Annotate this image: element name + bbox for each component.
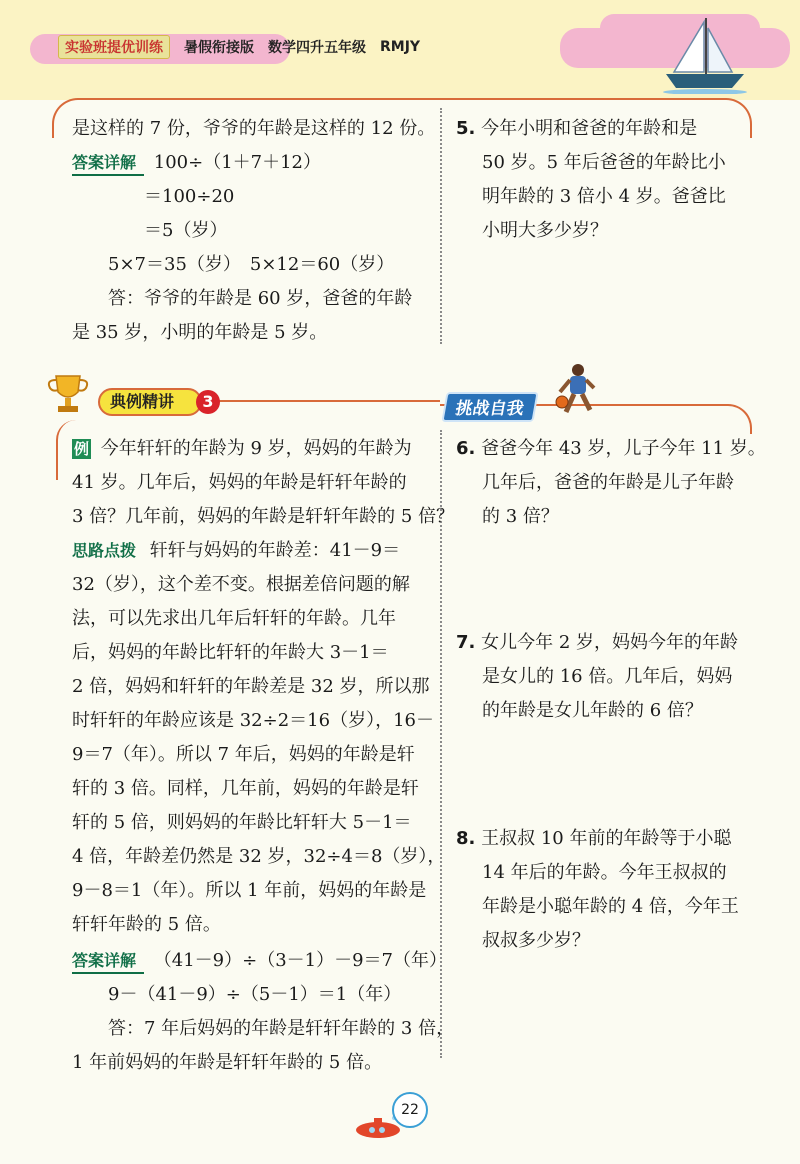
question-text: 年龄是小聪年龄的 4 倍，今年王: [482, 896, 739, 917]
edition-label: 暑假衔接版: [184, 40, 254, 56]
question-number: 5.: [456, 118, 476, 139]
example-section-title: 典例精讲: [98, 388, 202, 416]
think-text: 轩轩年龄的 5 倍。: [72, 914, 221, 935]
series-brand: 实验班提优训练: [58, 35, 170, 59]
question-text: 几年后，爸爸的年龄是儿子年龄: [482, 472, 734, 493]
answer-detail-1: [72, 146, 321, 180]
sailboat-illustration: [660, 14, 750, 94]
page-number: 22: [392, 1092, 428, 1128]
think-text: 9＝7（年）。所以 7 年后，妈妈的年龄是轩: [72, 744, 415, 765]
calc-line: 9－（41－9）÷（5－1）＝1（年）: [108, 984, 402, 1005]
calc-line: （41－9）÷（3－1）－9＝7（年）: [153, 950, 447, 971]
question-text: 女儿今年 2 岁，妈妈今年的年龄: [481, 632, 739, 653]
answer-label: 答案详解: [72, 950, 144, 974]
question-text: 明年龄的 3 倍小 4 岁。爸爸比: [482, 186, 726, 207]
question-text: 的 3 倍？: [482, 506, 559, 527]
example-text: 41 岁。几年后，妈妈的年龄是轩轩年龄的: [72, 472, 407, 493]
think-text: 时轩轩的年龄应该是 32÷2＝16（岁），16－: [72, 710, 434, 731]
question-text: 今年小明和爸爸的年龄和是: [481, 118, 698, 139]
answer-sentence: 答：7 年后妈妈的年龄是轩轩年龄的 3 倍，: [108, 1018, 455, 1039]
challenge-title: 挑战自我: [441, 392, 538, 422]
question-text: 的年龄是女儿年龄的 6 倍？: [482, 700, 703, 721]
question-number: 8.: [456, 828, 476, 849]
question-text: 叔叔多少岁？: [482, 930, 590, 951]
question-text: 小明大多少岁？: [482, 220, 608, 241]
think-text: 32（岁），这个差不变。根据差倍问题的解: [72, 574, 410, 595]
question-text: 14 年后的年龄。今年王叔叔的: [482, 862, 727, 883]
think-line: [72, 534, 400, 568]
question-text: 是女儿的 16 倍。几年后，妈妈: [482, 666, 733, 687]
think-text: 后，妈妈的年龄比轩轩的年龄大 3－1＝: [72, 642, 389, 663]
trophy-icon: [44, 372, 92, 416]
basketball-player-illustration: [552, 362, 600, 424]
example-mark: 例: [74, 440, 90, 458]
example-section-number: 3: [196, 390, 220, 414]
question-text: 爸爸今年 43 岁，儿子今年 11 岁。: [481, 438, 766, 459]
think-text: 轩的 3 倍。同样，几年前，妈妈的年龄是轩: [72, 778, 419, 799]
question-5: [456, 112, 697, 146]
question-7: [456, 626, 738, 660]
think-label: 思路点拨: [72, 541, 137, 560]
think-text: 4 倍，年龄差仍然是 32 岁，32÷4＝8（岁），: [72, 846, 446, 867]
answer-sentence: 是 35 岁，小明的年龄是 5 岁。: [72, 322, 328, 343]
question-8: [456, 822, 731, 856]
question-number: 7.: [456, 632, 476, 653]
think-text: 轩的 5 倍，则妈妈的年龄比轩轩大 5－1＝: [72, 812, 412, 833]
calc-line: ＝5（岁）: [144, 220, 228, 241]
example-problem-line: [72, 432, 412, 466]
answer-detail-2: [72, 944, 447, 978]
solution-continuation: 是这样的 7 份，爷爷的年龄是这样的 12 份。: [72, 118, 436, 139]
think-text: 2 倍，妈妈和轩轩的年龄差是 32 岁，所以那: [72, 676, 430, 697]
question-text: 50 岁。5 年后爸爸的年龄比小: [482, 152, 726, 173]
answer-sentence: 答：爷爷的年龄是 60 岁，爸爸的年龄: [108, 288, 413, 309]
example-text: 3 倍？几年前，妈妈的年龄是轩轩年龄的 5 倍？: [72, 506, 455, 527]
subject-label: 数学四升五年级: [268, 40, 366, 56]
think-text: 法，可以先求出几年后轩轩的年龄。几年: [72, 608, 396, 629]
calc-line: 100÷（1＋7＋12）: [153, 152, 321, 173]
think-text: 9－8＝1（年）。所以 1 年前，妈妈的年龄是: [72, 880, 427, 901]
example-text: 今年轩轩的年龄为 9 岁，妈妈的年龄为: [100, 438, 412, 459]
question-number: 6.: [456, 438, 476, 459]
question-6: [456, 432, 766, 466]
answer-sentence: 1 年前妈妈的年龄是轩轩年龄的 5 倍。: [72, 1052, 383, 1073]
calc-line: 5×7＝35（岁） 5×12＝60（岁）: [108, 254, 395, 275]
question-text: 王叔叔 10 年前的年龄等于小聪: [481, 828, 732, 849]
publisher-label: RMJY: [380, 39, 421, 55]
column-divider-top: [440, 108, 442, 344]
header-title: [58, 36, 420, 58]
think-text: 轩轩与妈妈的年龄差：41－9＝: [149, 540, 401, 561]
answer-label: 答案详解: [72, 152, 144, 176]
calc-line: ＝100÷20: [144, 186, 235, 207]
